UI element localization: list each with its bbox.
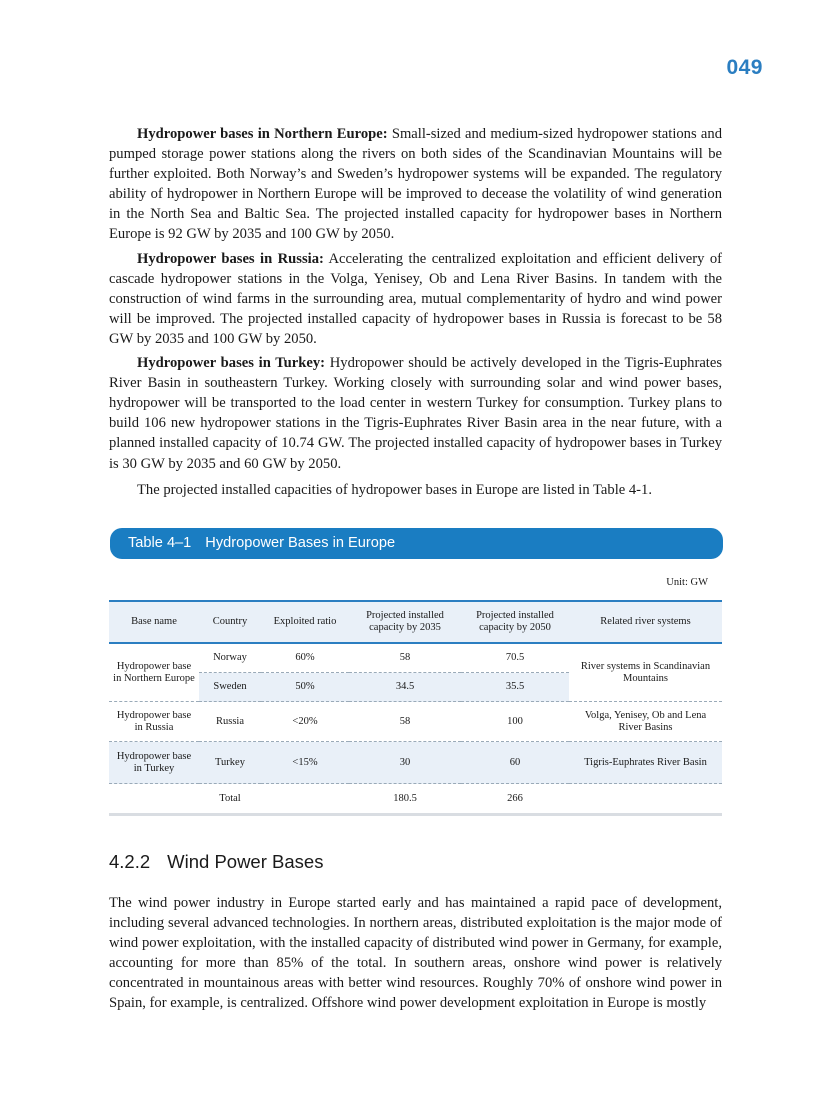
paragraph-lead: Hydropower bases in Russia: bbox=[137, 250, 324, 267]
body-text bbox=[109, 124, 722, 504]
table-title: Hydropower Bases in Europe bbox=[205, 535, 396, 551]
cell-total-label: Total bbox=[199, 784, 261, 815]
table-row bbox=[109, 643, 722, 673]
cell-ratio: <15% bbox=[261, 742, 349, 784]
table-row bbox=[109, 702, 722, 742]
cell-cap-2050: 70.5 bbox=[461, 643, 569, 673]
cell-cap-2050: 60 bbox=[461, 742, 569, 784]
table-header-row bbox=[109, 601, 722, 643]
paragraph-turkey bbox=[109, 353, 722, 474]
cell-cap-2050: 100 bbox=[461, 702, 569, 742]
cell-ratio: 60% bbox=[261, 643, 349, 673]
cell-country: Norway bbox=[199, 643, 261, 673]
cell-cap-2035: 34.5 bbox=[349, 673, 461, 702]
table-caption-banner bbox=[110, 528, 723, 559]
cell-empty bbox=[109, 784, 199, 815]
paragraph-text: Accelerating the centralized exploitation and efficient delivery of cascade hydropower stations in the Volga, Yenisey, Ob and Lena River Basins. In tandem with the construction of wind farms in the surrounding area, mutual complementarity of hydro and wind power will be improved. The projected installed capacity of hydropower bases in Russia is forecast to be 58 GW by 2035 and 100 GW by 2050. bbox=[109, 250, 722, 347]
header-base-name: Base name bbox=[109, 601, 199, 643]
paragraph-table-reference bbox=[109, 480, 722, 500]
paragraph-text: Small-sized and medium-sized hydropower stations and pumped storage power stations along the rivers on both sides of the Scandinavian Mountains will be further exploited. Both Norway’s and Sweden’s hydropower systems will be expanded. The regulatory ability of hydropower in Northern Europe will be improved to decease the volatility of wind generation in the North Sea and Baltic Sea. The projected installed capacity for hydropower bases in Northern Europe is 92 GW by 2035 and 100 GW by 2050. bbox=[109, 126, 722, 243]
hydropower-table bbox=[109, 600, 722, 816]
cell-country: Sweden bbox=[199, 673, 261, 702]
cell-cap-2035: 58 bbox=[349, 643, 461, 673]
cell-cap-2050: 35.5 bbox=[461, 673, 569, 702]
cell-cap-2035: 30 bbox=[349, 742, 461, 784]
cell-empty bbox=[569, 784, 722, 815]
header-capacity-2035: Projected installed capacity by 2035 bbox=[349, 601, 461, 643]
paragraph-lead: Hydropower bases in Northern Europe: bbox=[137, 126, 388, 142]
section-heading bbox=[109, 851, 323, 873]
table-unit: Unit: GW bbox=[666, 577, 708, 588]
cell-empty bbox=[261, 784, 349, 815]
section-body bbox=[109, 893, 722, 1018]
section-number: 4.2.2 bbox=[109, 851, 151, 872]
table-total-row bbox=[109, 784, 722, 815]
section-title: Wind Power Bases bbox=[167, 851, 324, 872]
cell-river-systems: River systems in Scandinavian Mountains bbox=[569, 643, 722, 702]
cell-cap-2035: 58 bbox=[349, 702, 461, 742]
paragraph-text: Hydropower should be actively developed in the Tigris-Euphrates River Basin in southeastern Turkey. Working closely with surrounding solar and wind power bases, hydropower will be transported to the load center in western Turkey for consumption. Turkey plans to build 106 new hydropower stations in the Tigris-Euphrates River Basin area in the near future, with a planned installed capacity of 10.74 GW. The projected installed capacity of hydropower bases in Turkey is 30 GW by 2035 and 60 GW by 2050. bbox=[109, 355, 723, 472]
table-row bbox=[109, 742, 722, 784]
cell-total-2035: 180.5 bbox=[349, 784, 461, 815]
cell-river-systems: Tigris-Euphrates River Basin bbox=[569, 742, 722, 784]
cell-ratio: 50% bbox=[261, 673, 349, 702]
paragraph-northern-europe bbox=[109, 124, 722, 245]
cell-country: Russia bbox=[199, 702, 261, 742]
header-capacity-2050: Projected installed capacity by 2050 bbox=[461, 601, 569, 643]
cell-base-name: Hydropower base in Northern Europe bbox=[109, 643, 199, 702]
paragraph-text: The projected installed capacities of hydropower bases in Europe are listed in Table 4-1. bbox=[137, 481, 652, 498]
cell-base-name: Hydropower base in Turkey bbox=[109, 742, 199, 784]
header-river-systems: Related river systems bbox=[569, 601, 722, 643]
cell-base-name: Hydropower base in Russia bbox=[109, 702, 199, 742]
cell-total-2050: 266 bbox=[461, 784, 569, 815]
paragraph-wind-power: The wind power industry in Europe started early and has maintained a rapid pace of development, including several advanced technologies. In northern areas, distributed exploitation is the major mode of wind power exploitation, with the installed capacity of distributed wind power in Germany, for example, accounting for more than 85% of the total. In southern areas, onshore wind power is relatively concentrated in mountainous areas with better wind resources. Roughly 70% of onshore wind power in Spain, for example, is centralized. Offshore wind power development exploitation in Europe is mostly bbox=[109, 895, 722, 1012]
paragraph-russia bbox=[109, 249, 722, 349]
cell-country: Turkey bbox=[199, 742, 261, 784]
header-country: Country bbox=[199, 601, 261, 643]
header-exploited-ratio: Exploited ratio bbox=[261, 601, 349, 643]
page-number: 049 bbox=[726, 56, 763, 79]
table-number: Table 4–1 bbox=[128, 535, 192, 551]
cell-ratio: <20% bbox=[261, 702, 349, 742]
cell-river-systems: Volga, Yenisey, Ob and Lena River Basins bbox=[569, 702, 722, 742]
paragraph-lead: Hydropower bases in Turkey: bbox=[137, 355, 326, 372]
